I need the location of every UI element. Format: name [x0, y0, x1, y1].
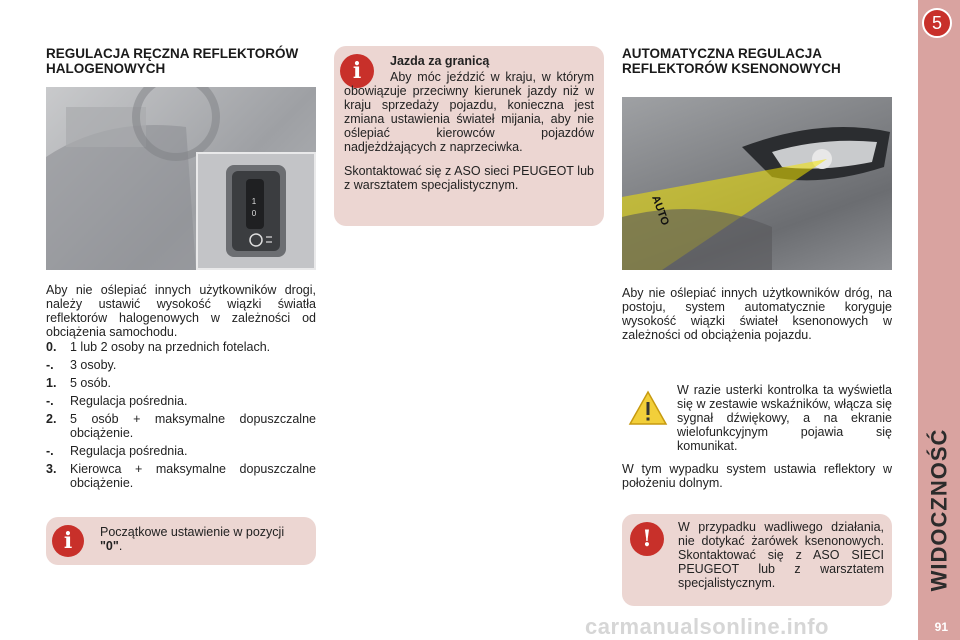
position-item	[46, 412, 316, 440]
chapter-number-badge	[922, 8, 952, 38]
right-alert-text: W przypadku wadliwego działania, nie dotykać żarówek ksenonowych. Skontaktować się z ASO SIECI PEUGEOT lub z warsztatem specjalistycznym.	[678, 520, 884, 590]
warning-text: W razie usterki kontrolka ta wyświetla się w zestawie wskaźników, włącza się sygnał dźwiękowy, a na ekranie wielofunkcyjnym pojawia się komunikat.	[677, 383, 892, 453]
position-key: -.	[46, 358, 54, 372]
info-icon: i	[340, 54, 374, 88]
position-item	[46, 444, 316, 458]
abroad-info-box	[334, 46, 604, 226]
right-heading: AUTOMATYCZNA REGULACJA REFLEKTORÓW KSENONOWYCH	[622, 46, 841, 76]
chapter-title: WIDOCZNOŚĆ	[926, 428, 952, 592]
page-number: 91	[934, 620, 948, 634]
watermark: carmanualsonline.info	[585, 614, 829, 639]
position-text: 5 osób.	[70, 376, 112, 390]
position-item	[46, 340, 316, 354]
left-intro: Aby nie oślepiać innych użytkowników drogi, należy ustawić wysokość wiązki światła reflektorów halogenowych w zależności od obciążenia samochodu.	[46, 283, 316, 339]
exclamation-icon: !	[630, 522, 664, 556]
chapter-number: 5	[931, 12, 942, 33]
position-text: Kierowca + maksymalne dopuszczalne obciążenie.	[70, 462, 316, 490]
position-text: 1 lub 2 osoby na przednich fotelach.	[70, 340, 271, 354]
position-key: -.	[46, 394, 54, 408]
position-item	[46, 462, 316, 490]
position-text: 5 osób + maksymalne dopuszczalne obciążenie.	[70, 412, 316, 440]
svg-text:0: 0	[251, 209, 257, 218]
right-alert-box	[622, 514, 892, 606]
position-text: Regulacja pośrednia.	[70, 444, 188, 458]
abroad-para2: Skontaktować się z ASO sieci PEUGEOT lub z warsztatem specjalistycznym.	[344, 164, 594, 192]
svg-text:AUTO: AUTO	[649, 193, 672, 228]
abroad-title: Jazda za granicą	[390, 54, 490, 68]
position-key: -.	[46, 444, 54, 458]
left-heading: REGULACJA RĘCZNA REFLEKTORÓW HALOGENOWYCH	[46, 46, 299, 76]
position-key: 3.	[46, 462, 57, 476]
dashboard-photo	[46, 87, 316, 270]
left-info-text: Początkowe ustawienie w pozycji "0".	[100, 525, 285, 553]
position-list	[46, 336, 316, 490]
position-key: 2.	[46, 412, 57, 426]
abroad-para1: Aby móc jeździć w kraju, w którym obowiązuje przeciwny kierunek jazdy niż w kraju sprzedaży pojazdu, konieczna jest zmiana ustawienia świateł mijania, aby nie oślepiać kierowców pojazdów nadjeżdżających z naprzeciwka.	[344, 70, 594, 154]
position-text: Regulacja pośrednia.	[70, 394, 188, 408]
position-key: 1.	[46, 376, 57, 390]
headlight-photo	[622, 97, 892, 270]
position-item	[46, 394, 316, 408]
warning-icon	[628, 390, 668, 426]
right-after-warning: W tym wypadku system ustawia reflektory w położeniu dolnym.	[622, 462, 892, 490]
right-intro: Aby nie oślepiać innych użytkowników dróg, na postoju, system automatycznie koryguje wysokość wiązki świateł ksenonowych w zależności od obciążenia pojazdu.	[622, 286, 892, 342]
position-item	[46, 358, 316, 372]
svg-text:1: 1	[251, 197, 257, 206]
position-text: 3 osoby.	[70, 358, 117, 372]
position-key: 0.	[46, 340, 57, 354]
left-info-box	[46, 517, 316, 565]
position-item	[46, 376, 316, 390]
info-icon: i	[52, 525, 84, 557]
